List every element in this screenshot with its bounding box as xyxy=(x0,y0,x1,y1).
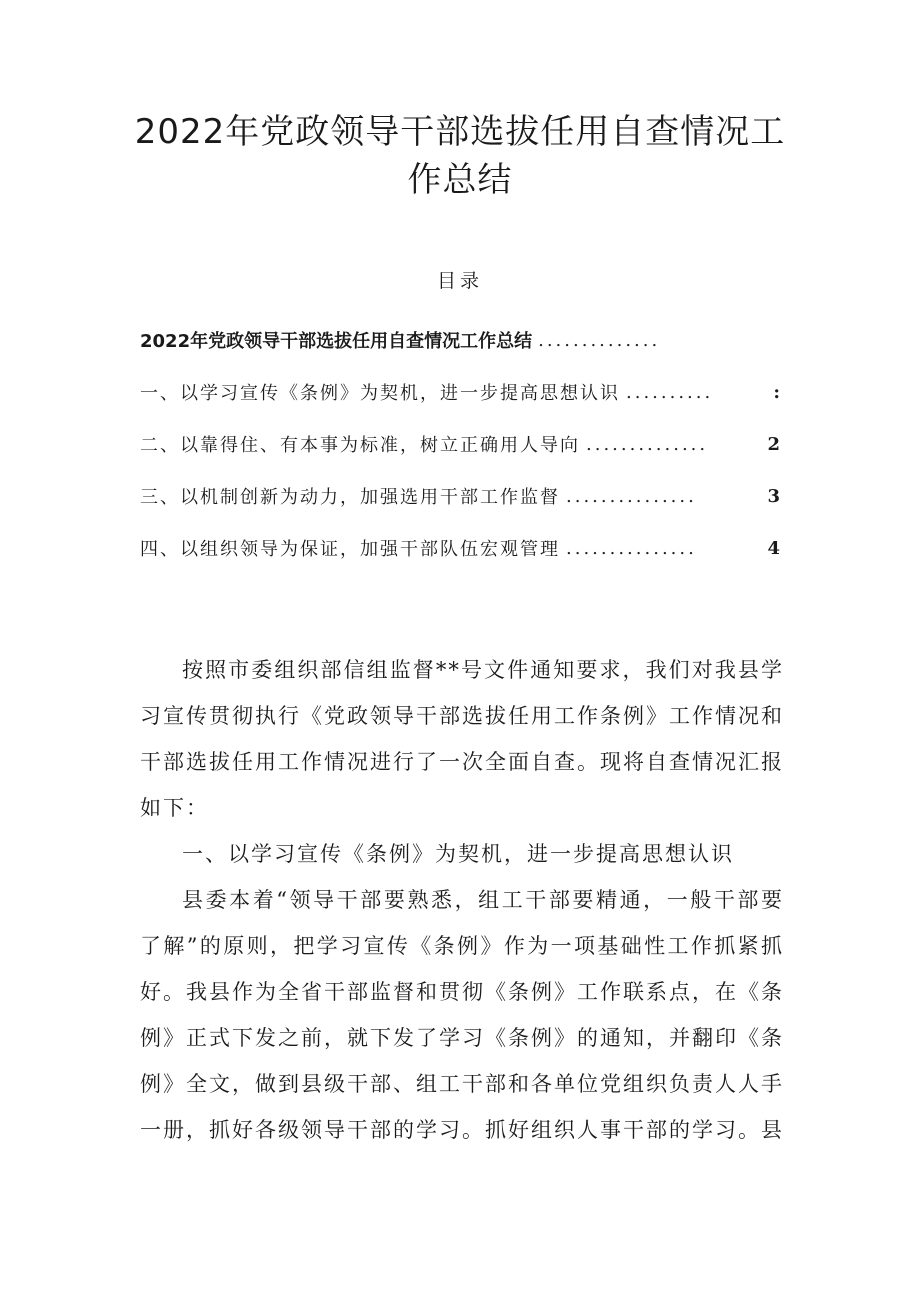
toc-leader-dots: .............. xyxy=(586,433,709,455)
toc-heading: 目录 xyxy=(436,270,483,292)
toc-leader-dots: .......... xyxy=(626,381,714,403)
toc-entry[interactable] xyxy=(140,418,780,470)
toc-entry[interactable] xyxy=(140,314,780,366)
title-line-2: 作总结 xyxy=(407,160,513,200)
toc-entry-text: 2022年党政领导干部选拔任用自查情况工作总结 xyxy=(140,331,533,352)
toc-leader-dots: .............. xyxy=(538,329,661,351)
table-of-contents xyxy=(140,314,780,574)
title-line-1: 2022年党政领导干部选拔任用自查情况工 xyxy=(134,112,786,152)
toc-entry[interactable] xyxy=(140,470,780,522)
toc-entry-text: 三、以机制创新为动力，加强选用干部工作监督 xyxy=(140,487,560,508)
section-heading: 一、以学习宣传《条例》为契机，进一步提高思想认识 xyxy=(182,842,734,866)
toc-page-number: 2 xyxy=(767,433,780,455)
toc-entry[interactable] xyxy=(140,522,780,574)
toc-page-number: : xyxy=(773,381,780,403)
document-body xyxy=(140,647,784,1153)
toc-page-number: 4 xyxy=(767,537,780,559)
toc-leader-dots: ............... xyxy=(566,537,697,559)
toc-entry[interactable] xyxy=(140,366,780,418)
intro-paragraph: 按照市委组织部信组监督**号文件通知要求，我们对我县学习宣传贯彻执行《党政领导干部选拔任用工作条例》工作情况和干部选拔任用工作情况进行了一次全面自查。现将自查情况汇报如下： xyxy=(140,658,784,820)
document-title xyxy=(120,108,800,204)
toc-entry-text: 四、以组织领导为保证，加强干部队伍宏观管理 xyxy=(140,539,560,560)
toc-entry-text: 一、以学习宣传《条例》为契机，进一步提高思想认识 xyxy=(140,383,620,404)
toc-page-number: 3 xyxy=(767,485,780,507)
toc-leader-dots: ............... xyxy=(566,485,697,507)
body-paragraph: 县委本着“领导干部要熟悉，组工干部要精通，一般干部要了解”的原则，把学习宣传《条例》作为一项基础性工作抓紧抓好。我县作为全省干部监督和贯彻《条例》工作联系点，在《条例》正式下发之前，就下发了学习《条例》的通知，并翻印《条例》全文，做到县级干部、组工干部和各单位党组织负责人人手一册，抓好各级领导干部的学习。抓好组织人事干部的学习。县 xyxy=(140,888,784,1142)
toc-entry-text: 二、以靠得住、有本事为标准，树立正确用人导向 xyxy=(140,435,580,456)
